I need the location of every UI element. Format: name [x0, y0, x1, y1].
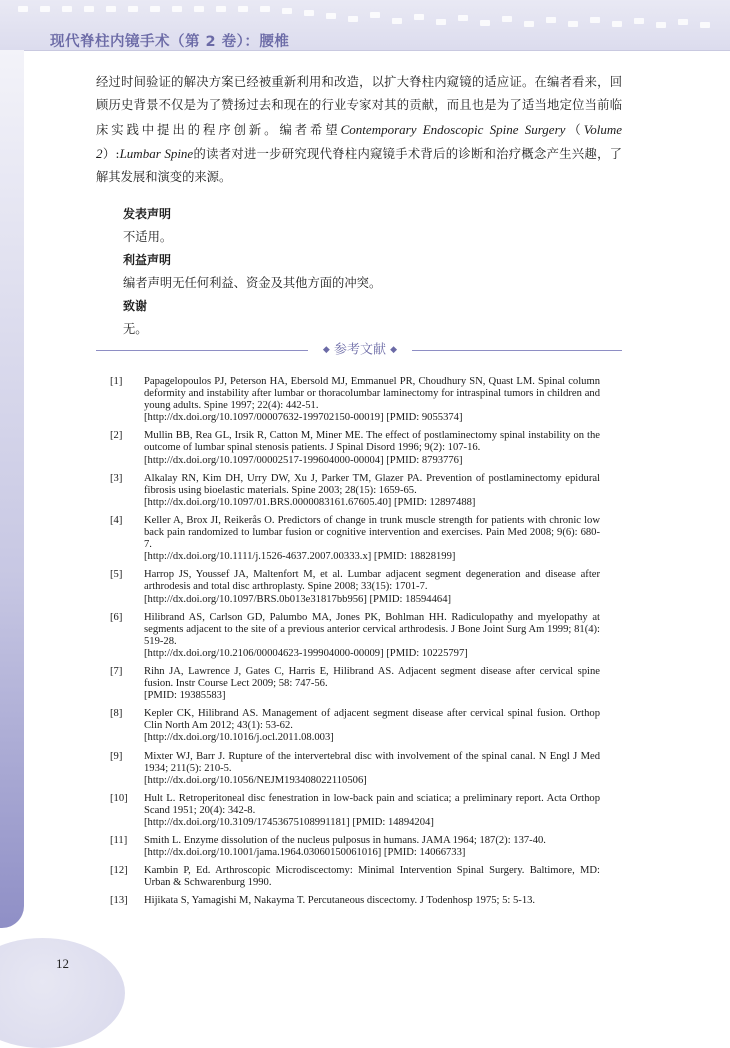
reference-item [110, 473, 600, 509]
book-subtitle: Lumbar Spine [119, 145, 194, 161]
reference-item [110, 430, 600, 466]
reference-item [110, 865, 600, 889]
reference-text: Papagelopoulos PJ, Peterson HA, Ebersold MJ, Emmanuel PR, Choudhury SN, Quast LM. Spinal column deformity and instability after lumbar or thoracolumbar laminectomy for intraspinal tumors in children and young adults. Spine 1997; 22(4): 442-51. [144, 376, 600, 412]
diamond-icon: ◆ [390, 345, 398, 355]
paragraph-text: 的读者对进一步研究现代脊柱内窥镜手术背后的诊断和治疗概念产生兴趣，了解其发展和演变的来源。 [96, 146, 622, 185]
reference-doi[interactable]: [http://dx.doi.org/10.1097/00002517-199604000-00004] [PMID: 8793776] [144, 454, 463, 466]
header-decoration [0, 0, 730, 30]
reference-doi[interactable]: [http://dx.doi.org/10.1097/BRS.0b013e31817bb956] [PMID: 18594464] [144, 593, 452, 605]
reference-number: [2] [110, 430, 123, 442]
reference-text: Mullin BB, Rea GL, Irsik R, Catton M, Miner ME. The effect of postlaminectomy spinal instability on the outcome of lumbar spinal stenosis patients. J Spinal Disord 1996; 9(2): 107-16. [144, 430, 600, 454]
reference-text: Kepler CK, Hilibrand AS. Management of adjacent segment disease after cervical spinal fusion. Orthop Clin North Am 2012; 43(1): 53-62. [144, 708, 600, 732]
reference-doi[interactable]: [http://dx.doi.org/10.1016/j.ocl.2011.08.003] [144, 732, 334, 744]
reference-number: [3] [110, 472, 123, 484]
reference-number: [5] [110, 569, 123, 581]
references-title: 参考文献 [333, 342, 386, 358]
section-text: 无。 [123, 322, 148, 336]
reference-number: [9] [110, 750, 123, 762]
reference-doi[interactable]: [http://dx.doi.org/10.1001/jama.1964.03060150061016] [PMID: 14066733] [144, 847, 466, 859]
paragraph-text: （ [565, 122, 584, 137]
page-number: 12 [56, 956, 69, 971]
reference-number: [13] [110, 895, 128, 907]
reference-text: Rihn JA, Lawrence J, Gates C, Harris E, Hilibrand AS. Adjacent segment disease after cervical spine fusion. Instr Course Lect 2009; 58: 747-56. [144, 665, 600, 690]
reference-text: Alkalay RN, Kim DH, Urry DW, Xu J, Parker TM, Glazer PA. Prevention of postlaminectomy epidural fibrosis using bioelastic materials. Spine 2003; 28(15): 1659-65. [144, 472, 600, 496]
reference-number: [4] [110, 514, 123, 526]
divider-line [412, 350, 622, 351]
section-text: 编者声明无任何利益、资金及其他方面的冲突。 [123, 276, 382, 290]
reference-item [110, 569, 600, 605]
reference-item [110, 793, 600, 829]
reference-doi[interactable]: [http://dx.doi.org/10.1056/NEJM193408022110506] [144, 774, 367, 786]
reference-doi[interactable]: [http://dx.doi.org/10.2106/00004623-199904000-00009] [PMID: 10225797] [144, 647, 468, 659]
header-band [0, 0, 730, 51]
declarations-section [123, 203, 623, 341]
running-header-title: 现代脊柱内镜手术（第 2 卷）：腰椎 [50, 34, 290, 50]
page-number-circle [0, 938, 125, 1048]
reference-text: Kambin P, Ed. Arthroscopic Microdiscectomy: Minimal Intervention Spinal Surgery. Baltimore, MD: Urban & Schwarenburg 1990. [144, 865, 600, 889]
references-divider [96, 340, 622, 360]
paragraph-text: 经过时间验证的解决方案已经被重新利用和改造，以扩大脊柱内窥镜的适应证。在编者看来，回顾历史背景不仅是为了赞扬过去和现在的行业专家对其的贡献，而且也是为了适当地定位当前临床实践中提出的程序创新。编者希望 [96, 75, 622, 137]
reference-item [110, 708, 600, 744]
reference-item [110, 612, 600, 660]
reference-text: Harrop JS, Youssef JA, Maltenfort M, et al. Lumbar adjacent segment degeneration and disease after arthrodesis and total disc arthroplasty. Spine 2008; 33(15): 1701-7. [144, 569, 600, 593]
body-paragraph [96, 71, 622, 189]
section-heading: 致谢 [123, 299, 148, 313]
reference-number: [7] [110, 665, 123, 677]
reference-number: [11] [110, 835, 128, 847]
reference-number: [1] [110, 376, 123, 387]
section-text: 不适用。 [123, 230, 173, 244]
book-title: Contemporary Endoscopic Spine Surgery [340, 121, 566, 137]
reference-item [110, 895, 600, 907]
reference-doi[interactable]: [PMID: 19385583] [144, 690, 226, 702]
divider-line [96, 350, 308, 351]
paragraph-text: ）: [102, 146, 120, 161]
reference-item [110, 515, 600, 563]
reference-text: Hilibrand AS, Carlson GD, Palumbo MA, Jones PK, Bohlman HH. Radiculopathy and myelopathy at segments adjacent to the site of a previous anterior cervical arthrodesis. J Bone Joint Surg Am 1999; 81(4): 519-28. [144, 611, 600, 647]
reference-item [110, 666, 600, 702]
reference-number: [6] [110, 611, 123, 623]
section-heading: 利益声明 [123, 253, 172, 267]
reference-doi[interactable]: [http://dx.doi.org/10.1111/j.1526-4637.2007.00333.x] [PMID: 18828199] [144, 551, 456, 563]
reference-item [110, 376, 600, 424]
reference-doi[interactable]: [http://dx.doi.org/10.3109/17453675108991181] [PMID: 14894204] [144, 817, 434, 828]
reference-text: Hijikata S, Yamagishi M, Nakayma T. Percutaneous discectomy. J Todenhosp 1975; 5: 5-13. [144, 895, 536, 907]
reference-item [110, 835, 600, 859]
book-volume: Volume 2 [96, 121, 622, 161]
side-decoration-bar [0, 50, 24, 928]
reference-text: Hult L. Retroperitoneal disc fenestration in low-back pain and sciatica; a preliminary report. Acta Orthop Scand 1951; 20(4): 342-8. [144, 792, 600, 816]
diamond-icon: ◆ [322, 345, 330, 355]
reference-text: Keller A, Brox JI, Reikerås O. Predictors of change in trunk muscle strength for patients with chronic low back pain randomized to lumbar fusion or cognitive intervention and exercises. Pain Med 2008; 9(6): 680-7. [144, 514, 600, 551]
section-heading: 发表声明 [123, 207, 172, 221]
reference-text: Smith L. Enzyme dissolution of the nucleus pulposus in humans. JAMA 1964; 187(2): 137-40. [144, 835, 546, 847]
reference-doi[interactable]: [http://dx.doi.org/10.1097/01.BRS.0000083161.67605.40] [PMID: 12897488] [144, 496, 476, 508]
reference-doi[interactable]: [http://dx.doi.org/10.1097/00007632-199702150-00019] [PMID: 9055374] [144, 412, 463, 424]
references-heading [308, 340, 412, 360]
reference-item [110, 751, 600, 787]
reference-number: [8] [110, 708, 123, 720]
reference-list [110, 376, 600, 914]
reference-number: [10] [110, 792, 128, 804]
reference-number: [12] [110, 865, 128, 877]
reference-text: Mixter WJ, Barr J. Rupture of the intervertebral disc with involvement of the spinal canal. N Engl J Med 1934; 211(5): 210-5. [144, 750, 600, 774]
